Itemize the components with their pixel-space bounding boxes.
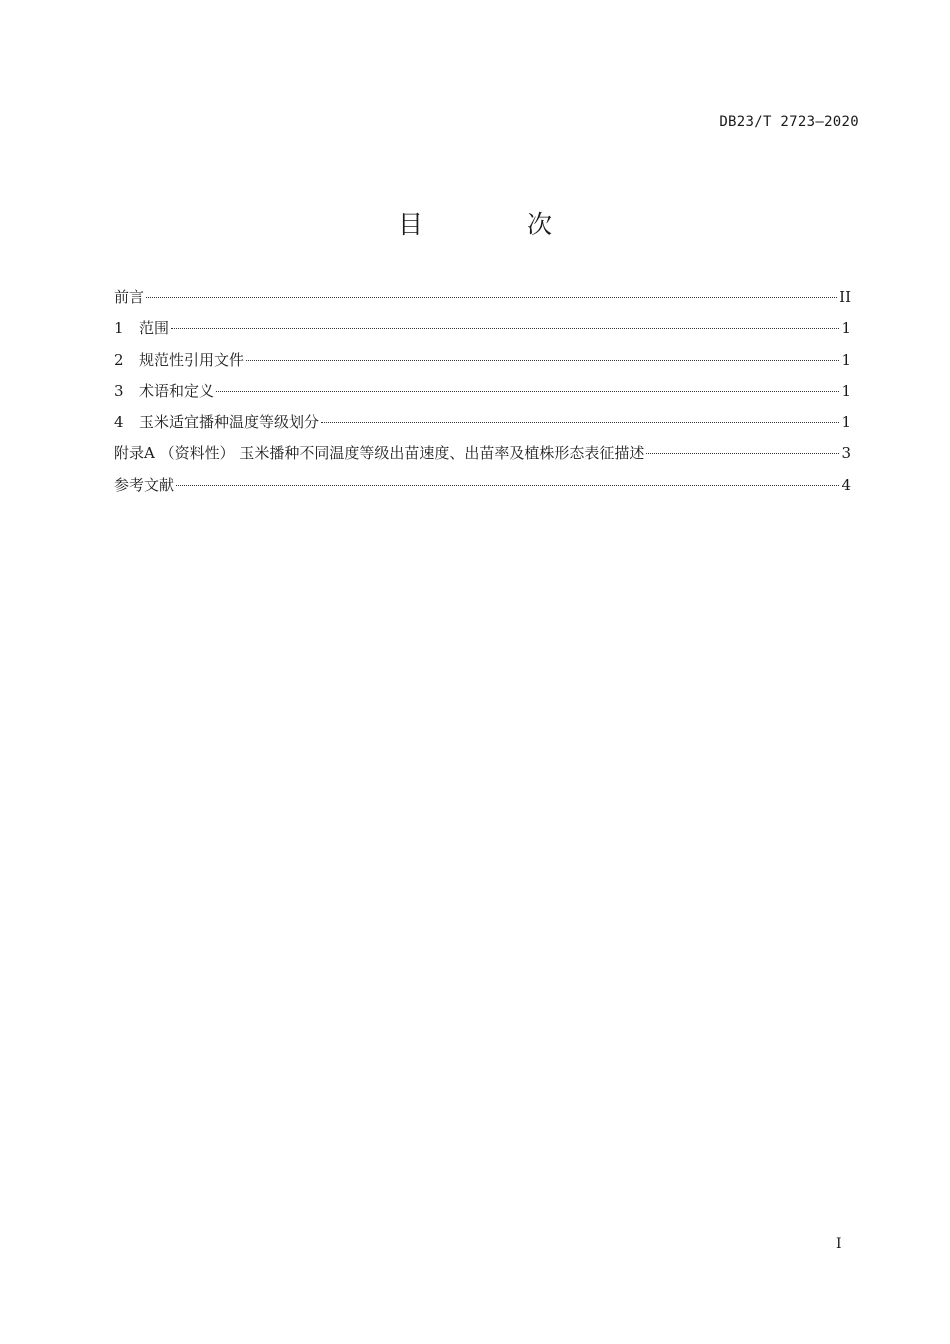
- toc-entry-page: 1: [841, 350, 851, 369]
- toc-entry-label: 术语和定义: [139, 381, 215, 400]
- toc-entry-scope[interactable]: [114, 316, 851, 347]
- toc-entry-page: 3: [841, 444, 851, 463]
- toc-entry-normative-references[interactable]: [114, 348, 851, 379]
- toc-title: 目 次: [398, 210, 600, 239]
- dot-leader: [216, 391, 839, 392]
- toc-entry-page: 1: [841, 413, 851, 432]
- toc-entry-number: 3: [114, 381, 124, 400]
- toc-entry-number: 1: [114, 319, 124, 338]
- toc-entry-page: II: [839, 288, 851, 306]
- toc-entry-appendix-a[interactable]: [114, 441, 851, 472]
- toc-entry-label: 前言: [114, 288, 145, 306]
- dot-leader: [321, 422, 839, 423]
- toc-entry-label: 附录A （资料性） 玉米播种不同温度等级出苗速度、出苗率及植株形态表征描述: [114, 444, 645, 463]
- toc-entry-bibliography[interactable]: [114, 473, 851, 504]
- toc-entry-page: 4: [841, 475, 851, 494]
- toc-entry-foreword[interactable]: [114, 285, 851, 316]
- toc-entry-temperature-grades[interactable]: [114, 410, 851, 441]
- toc-entry-page: 1: [841, 381, 851, 400]
- dot-leader: [146, 297, 837, 298]
- dot-leader: [646, 453, 839, 454]
- dot-leader: [246, 360, 839, 361]
- toc-entry-number: 4: [114, 413, 124, 432]
- toc-entry-label: 范围: [139, 319, 170, 338]
- toc-entry-label: 参考文献: [114, 475, 175, 494]
- table-of-contents: [114, 285, 851, 504]
- toc-entry-label: 玉米适宜播种温度等级划分: [139, 413, 320, 432]
- toc-entry-label: 规范性引用文件: [139, 350, 245, 369]
- toc-entry-page: 1: [841, 319, 851, 338]
- dot-leader: [171, 328, 839, 329]
- page-number: I: [836, 1236, 842, 1252]
- dot-leader: [176, 485, 839, 486]
- document-code: DB23/T 2723—2020: [719, 114, 859, 130]
- toc-entry-terms-definitions[interactable]: [114, 379, 851, 410]
- toc-entry-number: 2: [114, 350, 124, 369]
